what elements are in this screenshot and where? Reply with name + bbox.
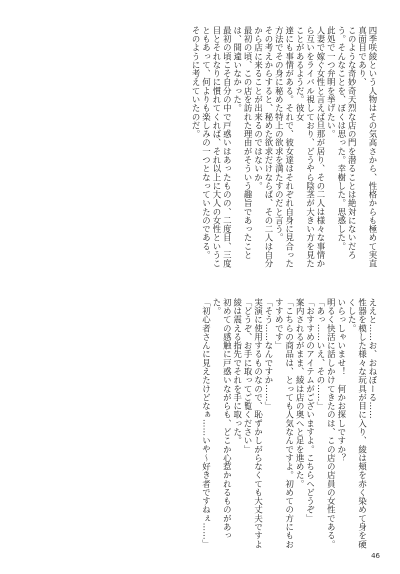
paragraph: 「あっ……いえ、その……」 — [315, 298, 326, 411]
paragraph: 最初の頃こそ自分の中で戸惑いはあったものの、二度目、三度目とそれなりに慣れてくれば、それ以上に大人の女性ということもあって、何よりも楽しみの一つとなっていたのである。 — [201, 26, 233, 268]
paragraph: 「そう……なんですか……」 — [263, 298, 274, 411]
paragraph: 綾は震える指先でそれを手に取った。 — [232, 298, 243, 445]
bottom-text-block — [18, 298, 378, 553]
paragraph: ええと……お、おねぼーる…… — [368, 298, 378, 419]
paragraph: 四季咲綾という人物はその気高さから、性格からも極めて実直真面目であり、 — [357, 26, 378, 268]
paragraph: 「おすすめのアイテムがございますよ。こちらへどうぞ」 — [305, 298, 316, 523]
paragraph: 最初の頃、この店を訪れた理由がそういう趣旨であったことは、間違いなかった。 — [232, 26, 254, 260]
paragraph: その考えからすると、秘めた欲求だけならば、その二人は自分から店に来ることが出来るのではないか。 — [253, 26, 274, 268]
paragraph: 此処で一つ弁明を挙げたい。 — [326, 26, 337, 139]
paragraph: そのように考えていたのだ。 — [191, 26, 202, 139]
paragraph: 「初心者さんに見えたけどなぁ……いや～好き者ですねぇ……」 — [201, 298, 212, 549]
top-text-block — [18, 26, 378, 276]
paragraph: 「こちらの商品は、とっても人気なんですよ。初めての方にもおすすめです」 — [274, 298, 295, 549]
paragraph: いらっしゃいませ！ 何かお探しですか？ — [336, 298, 347, 463]
paragraph: 案内されるがまま、綾は店の奥へと足を進めた。 — [295, 298, 306, 489]
paragraph: このような奇妙奇天烈な店の門を潜ることは絶対にないだろう。そんなことを、ぼくは思った。幸樹した。思惑した。 — [336, 26, 358, 260]
paragraph: 性器を模した様々な玩具が目に入り、綾は頬を赤く染めて身を硬くした。 — [347, 298, 368, 549]
paragraph: 初めての感触に戸惑いながらも、どこか心惹かれるものがあった。 — [211, 298, 233, 540]
paragraph: 明るく快活に話しかけてきたのは、この店の店員の女性である。 — [326, 298, 337, 549]
page-number: 46 — [371, 552, 380, 560]
paragraph: 「どうぞ、お手に取ってご覧ください」 — [243, 298, 254, 454]
paragraph: 人妻で嫁ぐ女性と言えば旦那が居り、その二人は様々な事情から互いをライバル視しており、どうやら陰茎が大きい方を見たことがあるようだ。彼女 — [295, 26, 326, 268]
paragraph: 実演に使用するものなので、恥ずかしがらなくても大丈夫ですよ — [253, 298, 264, 549]
paragraph: 達にも事情がある。それで、彼女達はそれぞれ自身に見合った方法でその身に秘めた特上の欲求を満たすのだと言う。 — [274, 26, 295, 268]
